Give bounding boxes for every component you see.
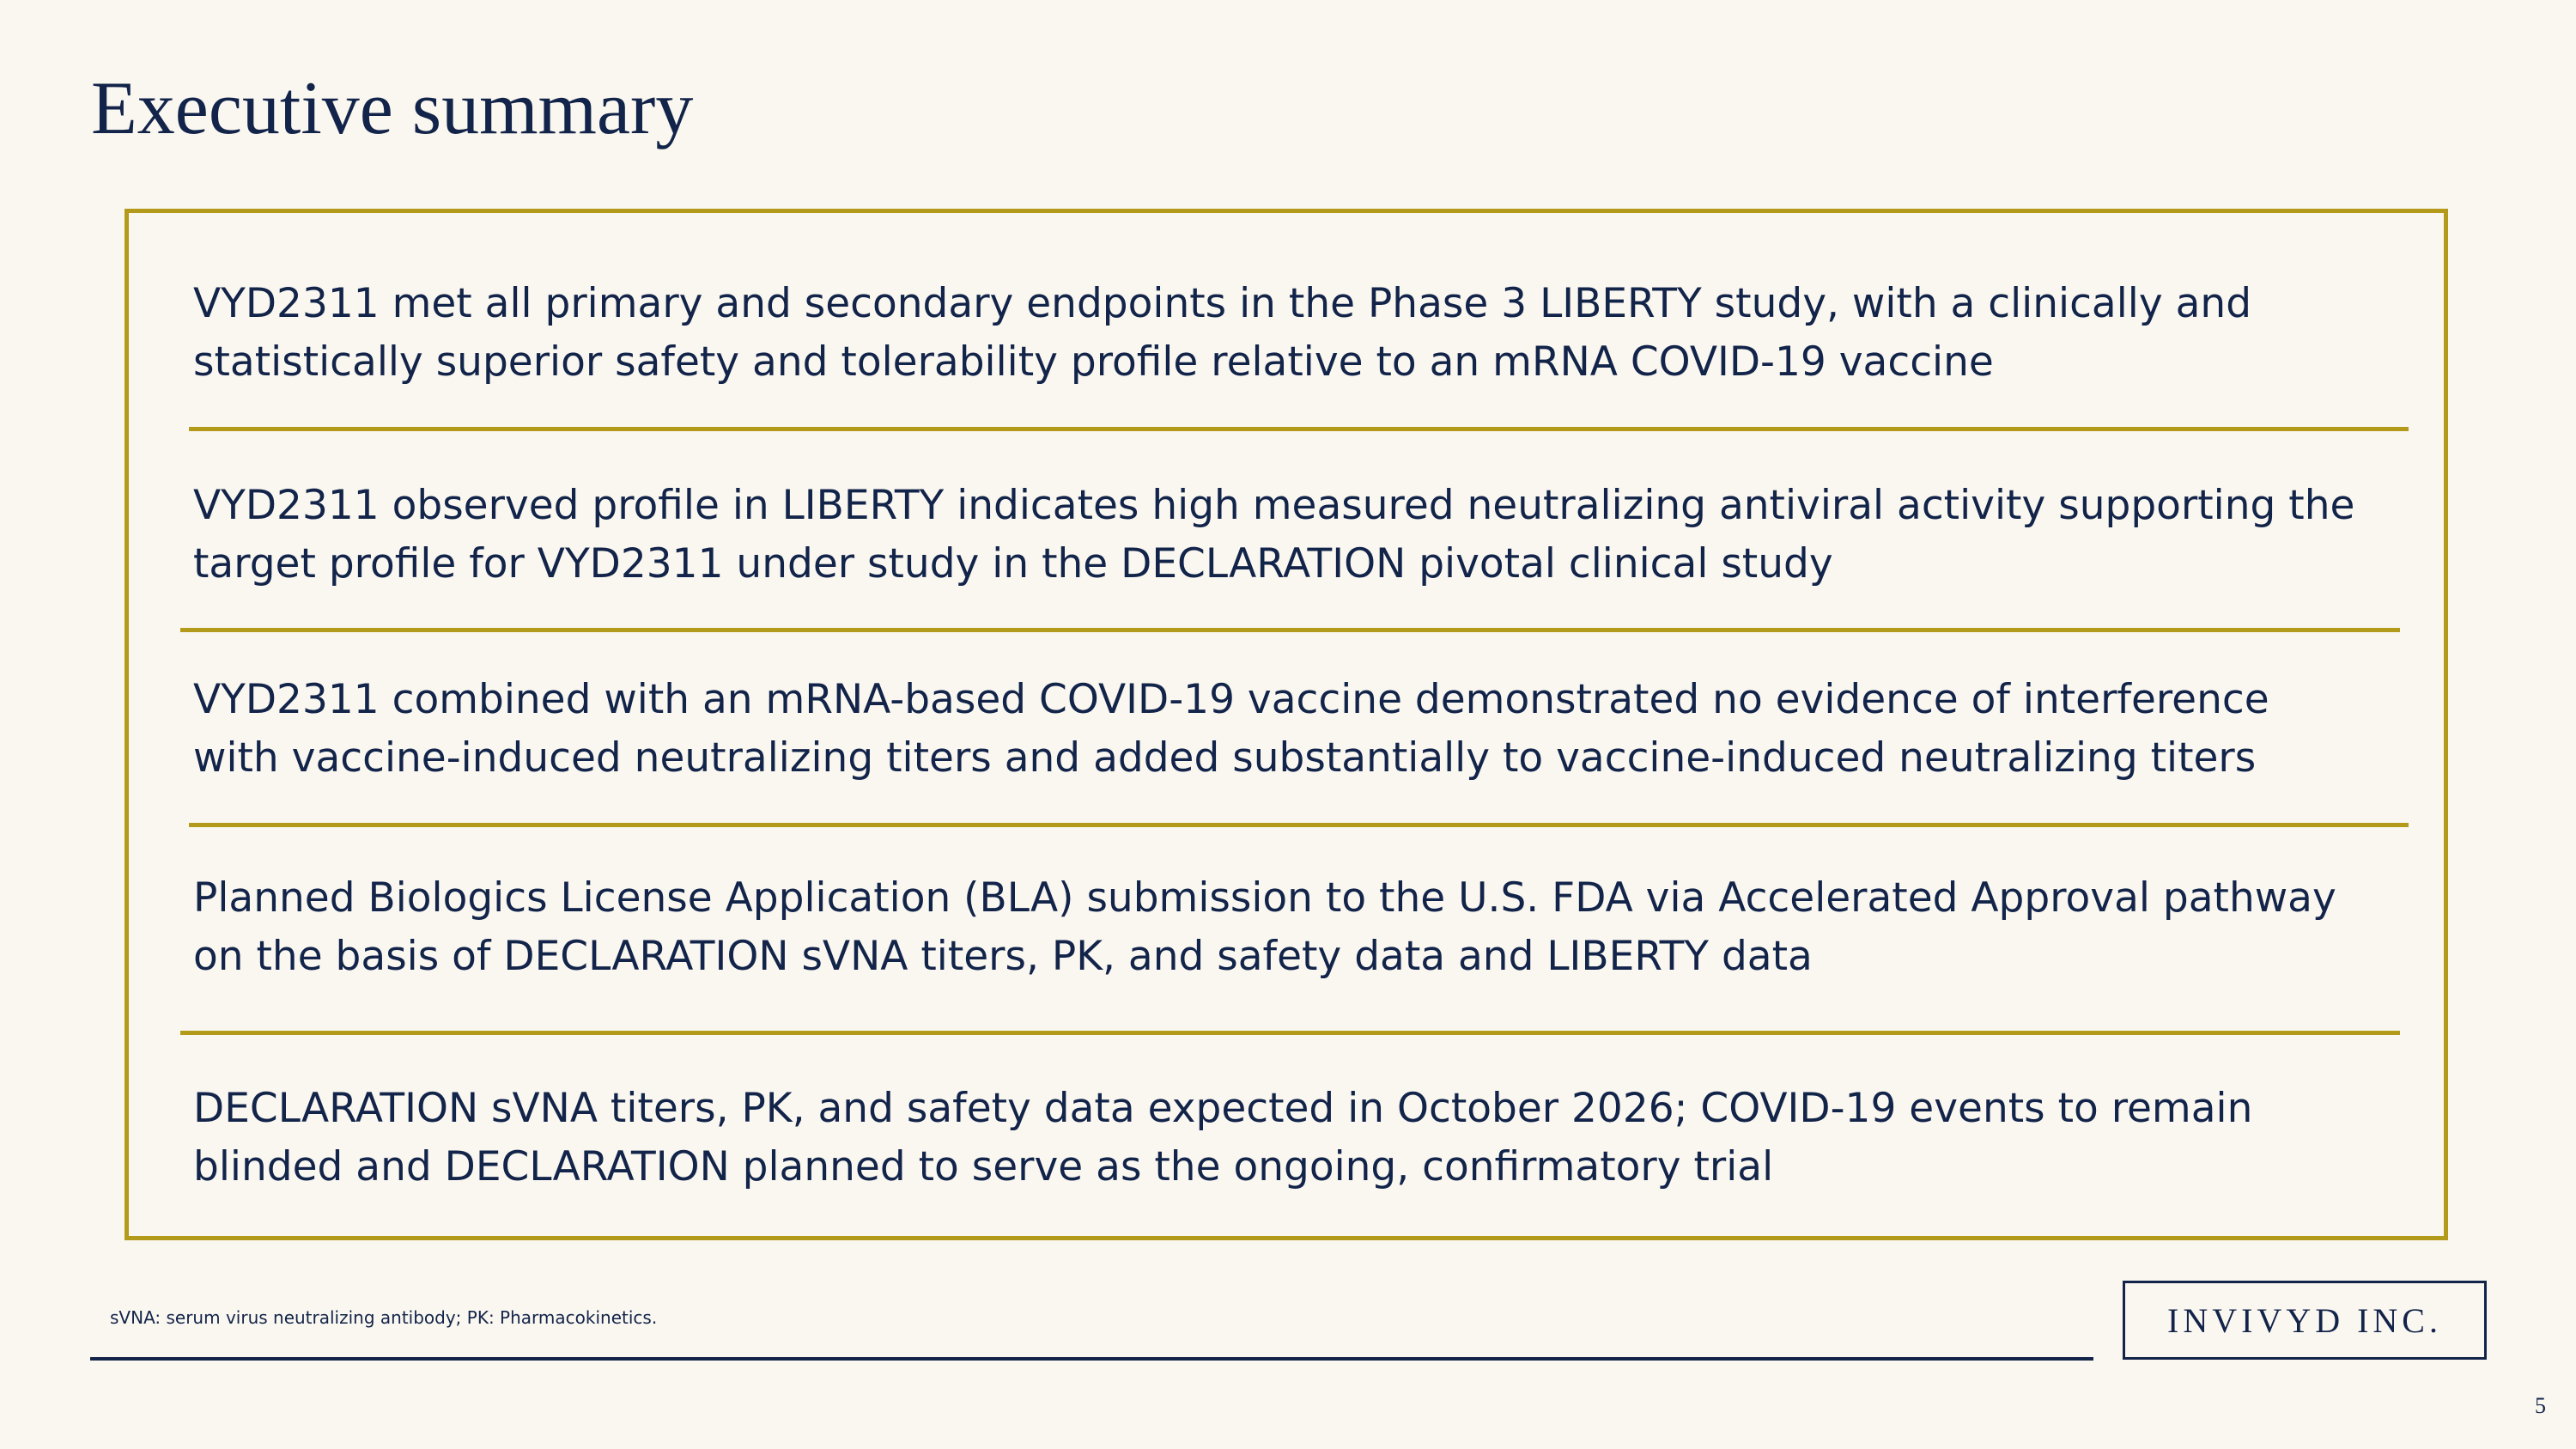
page-number: 5: [2535, 1393, 2546, 1418]
summary-point-1-line-2: statistically superior safety and tolerability profile relative to an mRNA COVID-19 vaccine: [193, 338, 1994, 386]
summary-point-2-line-1: VYD2311 observed profile in LIBERTY indicates high measured neutralizing antiviral activity supporting the: [193, 482, 2355, 529]
summary-divider-3: [189, 823, 2409, 827]
summary-point-3: [193, 671, 2443, 788]
summary-divider-2: [180, 628, 2400, 632]
footnote: sVNA: serum virus neutralizing antibody; PK: Pharmacokinetics.: [110, 1307, 658, 1328]
summary-point-5: [193, 1080, 2443, 1196]
summary-point-4-line-2: on the basis of DECLARATION sVNA titers, PK, and safety data and LIBERTY data: [193, 933, 1813, 980]
footer-rule: [90, 1357, 2093, 1361]
summary-point-4-line-1: Planned Biologics License Application (BLA) submission to the U.S. FDA via Accelerated Approval pathway: [193, 874, 2336, 922]
summary-divider-4: [180, 1031, 2400, 1035]
summary-point-1-line-1: VYD2311 met all primary and secondary endpoints in the Phase 3 LIBERTY study, with a clinically and: [193, 280, 2252, 327]
summary-point-5-line-1: DECLARATION sVNA titers, PK, and safety data expected in October 2026; COVID-19 events to remain: [193, 1085, 2253, 1132]
summary-point-3-line-2: with vaccine-induced neutralizing titers and added substantially to vaccine-induced neutralizing titers: [193, 734, 2257, 782]
summary-point-2: [193, 477, 2443, 594]
summary-point-1: [193, 275, 2443, 392]
summary-divider-1: [189, 427, 2409, 431]
summary-point-5-line-2: blinded and DECLARATION planned to serve as the ongoing, confirmatory trial: [193, 1143, 1774, 1190]
summary-point-4: [193, 869, 2443, 986]
company-logo: [2123, 1281, 2487, 1360]
summary-box: [125, 209, 2448, 1240]
summary-point-3-line-1: VYD2311 combined with an mRNA-based COVID-19 vaccine demonstrated no evidence of interference: [193, 676, 2269, 723]
summary-point-2-line-2: target profile for VYD2311 under study in the DECLARATION pivotal clinical study: [193, 540, 1833, 588]
slide-title: Executive summary: [91, 67, 694, 150]
company-logo-text: INVIVYD INC.: [2167, 1300, 2442, 1340]
